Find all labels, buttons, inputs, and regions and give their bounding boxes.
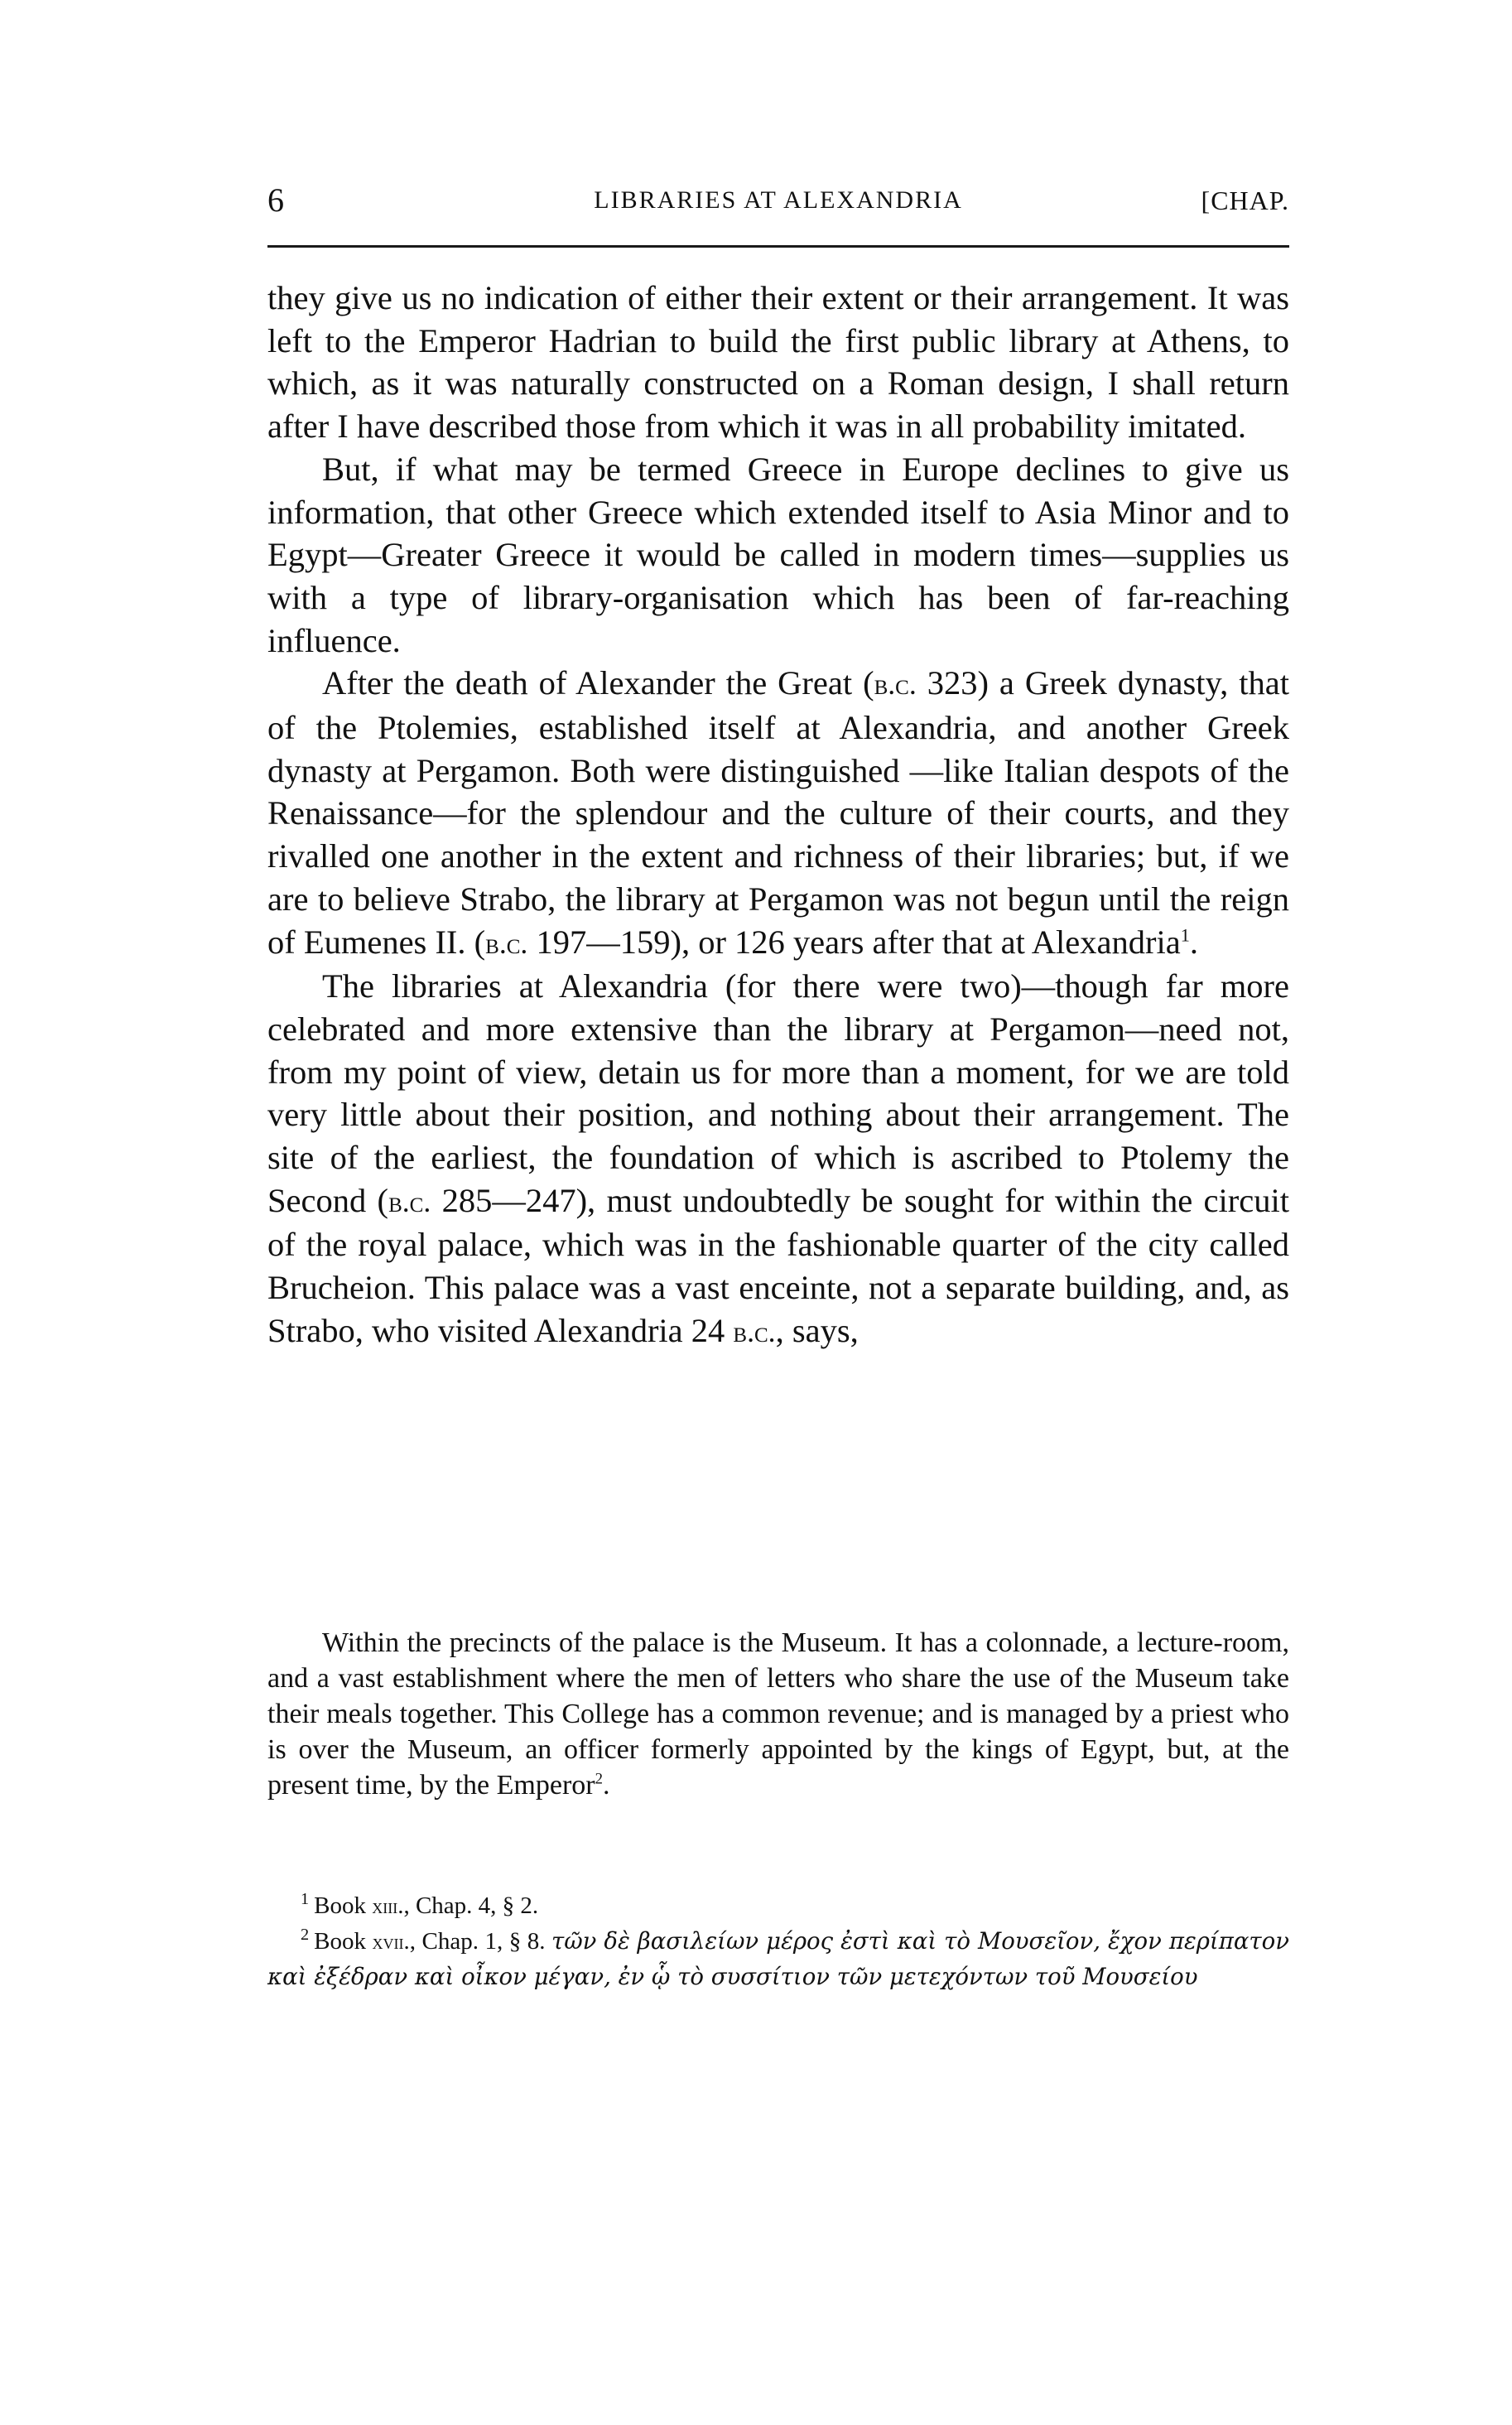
paragraph-text: 285—247), must undoubtedly be sought for within the circuit of the royal palace, which was in the fashionable quarter of the city called Brucheion. This palace was a vast enceinte, not a separate building, and, as Strabo, who visited Alexandria 24 [267,1181,1290,1349]
body-paragraph [267,662,1289,965]
footnote-greek-quotation: τῶν δὲ βασιλείων μέρος ἐστὶ καὶ τὸ Μουσεῖον, ἔχον περίπατον καὶ ἐξέδραν καὶ οἶκον μέγαν, ἐν ᾧ τὸ συσσίτιον τῶν μετεχόντων τοῦ Μουσείου [267,1928,1289,1990]
paragraph-text: they give us no indication of either their extent or their arrangement. It was left to the Emperor Hadrian to build the first public library at Athens, to which, as it was naturally constructed on a Roman design, I shall return after I have described those from which it was in all probability imitated. [267,279,1289,446]
footnote-text: Book xvii., Chap. 1, § 8. [314,1928,551,1955]
body-paragraph [267,448,1289,663]
paragraph-text: . [1189,923,1198,961]
era-abbreviation: b.c. [874,668,917,701]
footnote-1 [267,1888,1289,1924]
running-head [267,176,1289,225]
block-quote-text: Within the precincts of the palace is the Museum. It has a colonnade, a lecture-room, and a vast establishment where the men of letters who share the use of the Museum take their meals together. This College has a common revenue; and is managed by a priest who is over the Museum, an officer formerly appointed by the kings of Egypt, but, at the present time, by the Emperor [267,1627,1289,1801]
era-abbreviation: b.c. [388,1184,431,1218]
footnote-mark: 2 [301,1926,310,1945]
header-rule [267,245,1289,248]
paragraph-text: 323) a Greek dynasty, that of the Ptolemies, established itself at Alexandria, and another Greek dynasty at Pergamon. Both were distinguished —like Italian despots of the Renaissance—for the splendour and the culture of their courts, and they rivalled one another in the extent and richness of their libraries; but, if we are to believe Strabo, the library at Pergamon was not begun until the reign of Eumenes II. ( [267,664,1289,961]
book-page [267,176,1290,1990]
footnote-text: Book xiii., Chap. 4, § 2. [314,1892,539,1919]
roman-numeral: xvii [372,1930,404,1954]
paragraph-text: After the death of Alexander the Great ( [322,664,874,702]
footnote-ref-2[interactable]: 2 [595,1770,603,1788]
chapter-mark: [CHAP. [1201,186,1289,215]
footnote-2 [267,1924,1289,1995]
block-quote-trailing: . [602,1770,610,1801]
body-paragraph [267,965,1289,1353]
footnote-ref-1[interactable]: 1 [1180,924,1190,946]
block-quote [267,1625,1289,1803]
roman-numeral: xiii [372,1894,398,1918]
paragraph-text: But, if what may be termed Greece in Europe declines to give us information, that other Greece which extended itself to Asia Minor and to Egypt—Greater Greece it would be called in modern times—supplies us with a type of library-organisation which has been of far-reaching influence. [267,450,1289,659]
body-paragraph [267,277,1289,448]
body-text [267,277,1289,1354]
footnote-mark: 1 [301,1890,310,1909]
paragraph-text: The libraries at Alexandria (for there were two)—though far more celebrated and more extensive than the library at Pergamon—need not, from my point of view, detain us for more than a moment, for we are told very little about their position, and nothing about their arrangement. The site of the earliest, the foundation of which is ascribed to Ptolemy the Second ( [267,967,1289,1219]
running-title: LIBRARIES AT ALEXANDRIA [594,186,963,214]
block-quote-paragraph [267,1625,1289,1803]
page-number: 6 [267,181,284,219]
paragraph-text: 197—159), or 126 years after that at Alexandria [527,923,1181,961]
era-abbreviation: b.c. [733,1314,776,1348]
paragraph-text: , says, [775,1311,859,1349]
era-abbreviation: b.c. [485,926,528,960]
footnotes [267,1888,1289,1995]
